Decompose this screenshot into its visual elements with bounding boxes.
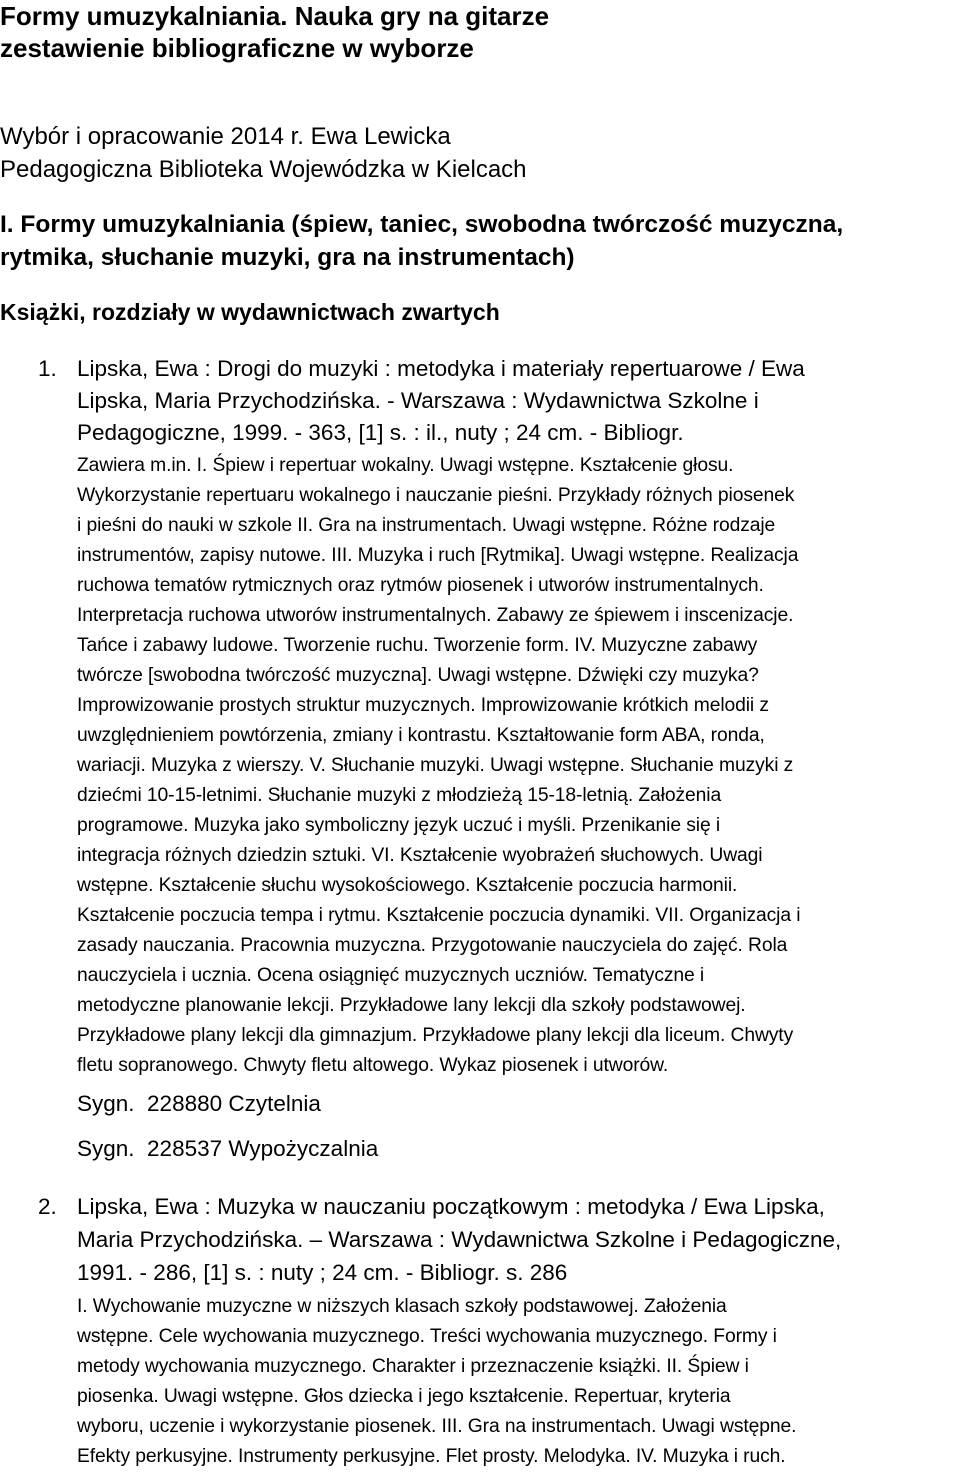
entry-line: i pieśni do nauki w szkole II. Gra na instrumentach. Uwagi wstępne. Różne rodzaje [77,515,776,536]
entry-line: Kształcenie poczucia tempa i rytmu. Kształcenie poczucia dynamiki. VII. Organizacja i [77,905,801,926]
entry-line: Lipska, Maria Przychodzińska. - Warszawa : Wydawnictwa Szkolne i [77,388,759,413]
entry-number: 2. [38,1194,57,1219]
entry-line: fletu sopranowego. Chwyty fletu altowego. Wykaz piosenek i utworów. [77,1055,669,1076]
entry-line: wariacji. Muzyka z wierszy. V. Słuchanie muzyki. Uwagi wstępne. Słuchanie muzyki z [77,755,794,776]
entry-line: twórcze [swobodna twórczość muzyczna]. Uwagi wstępne. Dźwięki czy muzyka? [77,665,759,686]
compiler-credit: Wybór i opracowanie 2014 r. Ewa Lewicka [0,123,451,150]
entry-line: Interpretacja ruchowa utworów instrumentalnych. Zabawy ze śpiewem i inscenizacje. [77,605,794,626]
subsection-heading: Książki, rozdziały w wydawnictwach zwartych [0,299,500,325]
entry-line: Improwizowanie prostych struktur muzycznych. Improwizowanie krótkich melodii z [77,695,769,716]
entry-line: ruchowa tematów rytmicznych oraz rytmów piosenek i utworów instrumentalnych. [77,575,764,596]
entry-line: Tańce i zabawy ludowe. Tworzenie ruchu. Tworzenie form. IV. Muzyczne zabawy [77,635,758,656]
entry-line: wstępne. Cele wychowania muzycznego. Treści wychowania muzycznego. Formy i [77,1326,777,1347]
entry-number: 1. [38,356,57,381]
entry-line: metody wychowania muzycznego. Charakter i przeznaczenie książki. II. Śpiew i [77,1356,749,1377]
section-heading: I. Formy umuzykalniania (śpiew, taniec, swobodna twórczość muzyczna, [0,211,844,238]
section-heading-continued: rytmika, słuchanie muzyki, gra na instrumentach) [0,244,575,271]
entry-line: metodyczne planowanie lekcji. Przykładowe lany lekcji dla szkoły podstawowej. [77,995,746,1016]
entry-line: Przykładowe plany lekcji dla gimnazjum. Przykładowe plany lekcji dla liceum. Chwyty [77,1025,794,1046]
entry-line: Lipska, Ewa : Muzyka w nauczaniu początkowym : metodyka / Ewa Lipska, [77,1194,825,1219]
entry-line: I. Wychowanie muzyczne w niższych klasach szkoły podstawowej. Założenia [77,1296,727,1317]
entry-line: 1991. - 286, [1] s. : nuty ; 24 cm. - Bibliogr. s. 286 [77,1260,568,1285]
entry-line: Wykorzystanie repertuaru wokalnego i nauczanie pieśni. Przykłady różnych piosenek [77,485,795,506]
entry-line: instrumentów, zapisy nutowe. III. Muzyka i ruch [Rytmika]. Uwagi wstępne. Realizacja [77,545,799,566]
institution-name: Pedagogiczna Biblioteka Wojewódzka w Kielcach [0,156,527,183]
shelf-mark: Sygn. 228880 Czytelnia [77,1091,321,1116]
entry-line: wyboru, uczenie i wykorzystanie piosenek. III. Gra na instrumentach. Uwagi wstępne. [77,1416,797,1437]
entry-line: uwzględnieniem powtórzenia, zmiany i kontrastu. Kształtowanie form ABA, ronda, [77,725,765,746]
entry-line: Lipska, Ewa : Drogi do muzyki : metodyka i materiały repertuarowe / Ewa [77,356,805,381]
document-subtitle: zestawienie bibliograficzne w wyborze [0,33,474,63]
entry-line: nauczyciela i ucznia. Ocena osiągnięć muzycznych uczniów. Tematyczne i [77,965,705,986]
entry-line: Efekty perkusyjne. Instrumenty perkusyjne. Flet prosty. Melodyka. IV. Muzyka i ruch. [77,1446,786,1467]
entry-line: programowe. Muzyka jako symboliczny język uczuć i myśli. Przenikanie się i [77,815,721,836]
entry-line: Maria Przychodzińska. – Warszawa : Wydawnictwa Szkolne i Pedagogiczne, [77,1227,842,1252]
shelf-mark: Sygn. 228537 Wypożyczalnia [77,1136,379,1161]
entry-line: integracja różnych dziedzin sztuki. VI. Kształcenie wyobrażeń słuchowych. Uwagi [77,845,763,866]
entry-line: Zawiera m.in. I. Śpiew i repertuar wokalny. Uwagi wstępne. Kształcenie głosu. [77,455,734,476]
entry-line: Pedagogiczne, 1999. - 363, [1] s. : il., nuty ; 24 cm. - Bibliogr. [77,420,684,445]
entry-line: wstępne. Kształcenie słuchu wysokościowego. Kształcenie poczucia harmonii. [77,875,738,896]
entry-line: zasady nauczania. Pracownia muzyczna. Przygotowanie nauczyciela do zajęć. Rola [77,935,788,956]
entry-line: piosenka. Uwagi wstępne. Głos dziecka i jego kształcenie. Repertuar, kryteria [77,1386,731,1407]
document-title: Formy umuzykalniania. Nauka gry na gitarze [0,1,550,31]
entry-line: dziećmi 10-15-letnimi. Słuchanie muzyki z młodzieżą 15-18-letnią. Założenia [77,785,722,806]
